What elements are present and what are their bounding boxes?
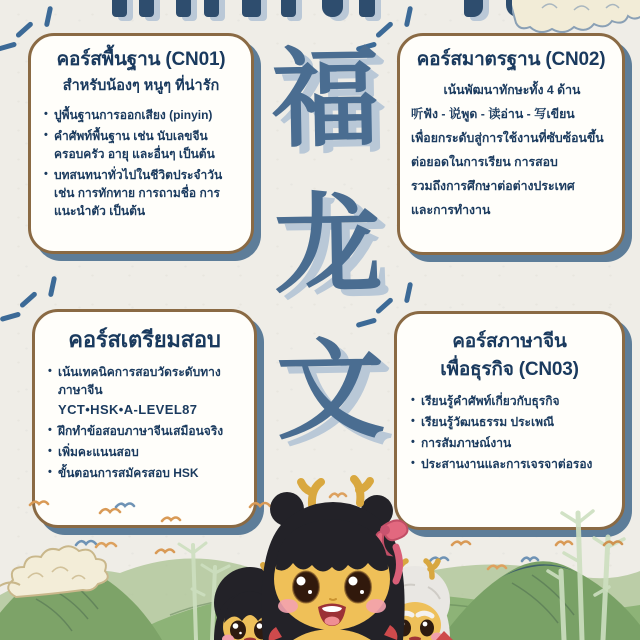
bottom-scenery: [0, 475, 640, 640]
course-title: คอร์สพื้นฐาน (CN01): [56, 49, 226, 70]
course-title: [406, 328, 613, 383]
course-bullet: [47, 363, 246, 420]
course-bullet: • ประสานงานและการเจรจาต่อรอง: [410, 455, 613, 473]
course-bullet: • เรียนรู้คำศัพท์เกี่ยวกับธุรกิจ: [410, 392, 613, 410]
course-bullet-list: [43, 363, 246, 483]
course-bullet: • เรียนรู้วัฒนธรรม ประเพณี: [410, 413, 613, 431]
course-line: รวมถึงการศึกษาต่อต่างประเทศ: [411, 178, 575, 193]
course-bullet: • คำศัพท์พื้นฐาน เช่น นับเลขจีน ครอบครัว อายุ และอื่นๆ เป็นต้น: [43, 127, 243, 163]
exam-codes: YCT•HSK•A-LEVEL87: [58, 401, 198, 417]
course-subtitle: สำหรับน้องๆ หนูๆ ที่น่ารัก: [62, 77, 220, 94]
card-course-cn02: [397, 33, 625, 255]
course-bullet: • บทสนทนาทั่วไปในชีวิตประจำวัน เช่น การทักทาย การถามชื่อ การแนะนำตัว เป็นต้น: [43, 166, 243, 220]
cloud-icon: [512, 0, 640, 36]
cloud-icon: [0, 546, 108, 597]
mascot-girl: [261, 479, 407, 640]
calligraphy-char: 文: [275, 327, 386, 455]
course-bullet-list: [406, 392, 613, 473]
course-bullet: • ฝึกทำข้อสอบภาษาจีนเสมือนจริง: [47, 422, 246, 440]
course-title: คอร์สเตรียมสอบ: [68, 327, 221, 352]
course-line: และการทำงาน: [411, 202, 491, 217]
course-line: เน้นพัฒนาทักษะทั้ง 4 ด้าน: [443, 82, 581, 97]
course-title-line2: เพื่อธุรกิจ (CN03): [440, 358, 579, 380]
card-course-cn01: [28, 33, 254, 254]
course-bullet-list: [39, 106, 243, 220]
course-bullet: • เพิ่มคะแนนสอบ: [47, 443, 246, 461]
cropped-banner-letters: [112, 0, 562, 18]
course-bullet-text: เน้นเทคนิคการสอบวัดระดับทางภาษาจีน: [58, 364, 221, 397]
course-bullet: • การสัมภาษณ์งาน: [410, 434, 613, 452]
course-line-skills: 听ฟัง - 说พูด - 读อ่าน - 写เขียน: [411, 106, 575, 121]
calligraphy-char: 龙: [272, 181, 384, 309]
calligraphy-char: 福: [270, 35, 381, 163]
course-title: คอร์สมาตรฐาน (CN02): [416, 49, 606, 70]
course-title-line1: คอร์สภาษาจีน: [452, 331, 567, 352]
calligraphy-fulongwen: [268, 25, 388, 465]
course-line: ต่อยอดในการเรียน การสอบ: [411, 154, 558, 169]
course-bullet: • ปูพื้นฐานการออกเสียง (pinyin): [43, 106, 243, 124]
course-line: เพื่อยกระดับสู่การใช้งานที่ซับซ้อนขึ้น: [411, 130, 604, 145]
course-description: [409, 79, 613, 223]
course-bullet: • ขั้นตอนการสมัครสอบ HSK: [47, 464, 246, 482]
